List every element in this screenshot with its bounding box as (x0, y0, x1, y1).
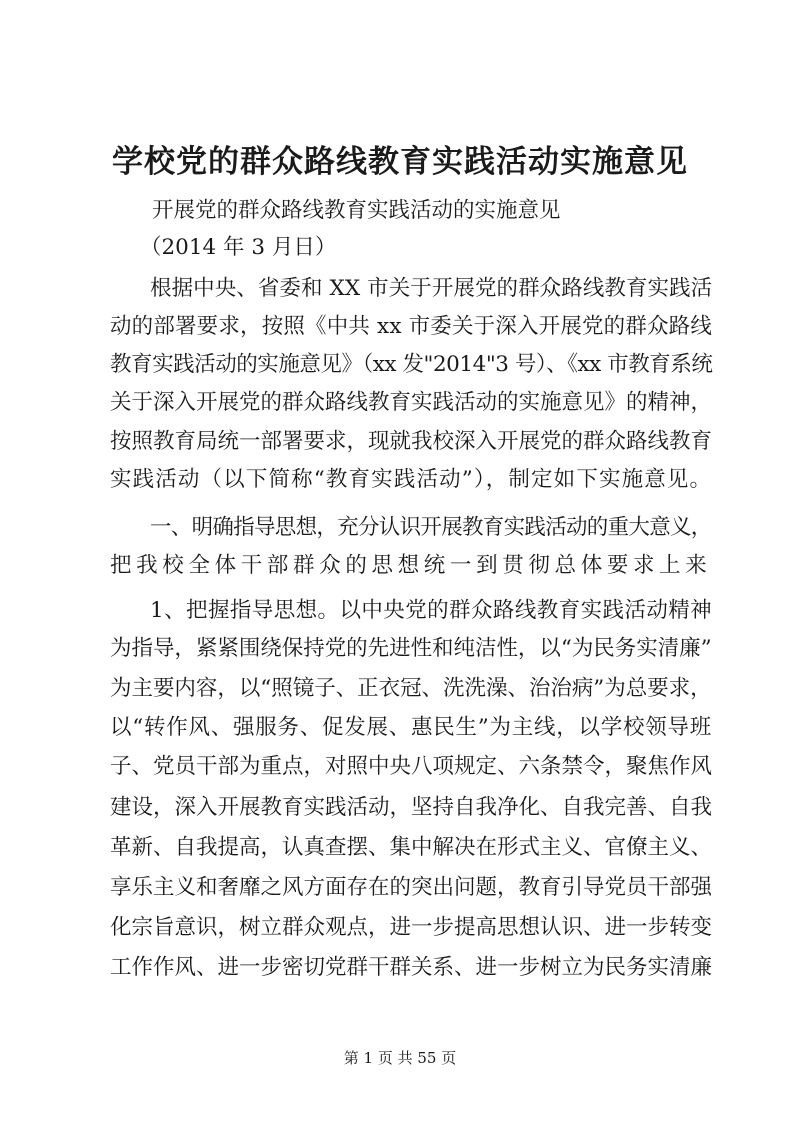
body-line: 动的部署要求，按照《中共 xx 市委关于深入开展党的群众路线 (110, 314, 713, 339)
subtitle-line: 开展党的群众路线教育实践活动的实施意见 (152, 198, 561, 223)
page-footer: 第 1 页 共 55 页 (343, 1049, 457, 1067)
date-line: （2014 年 3 月日） (140, 235, 337, 260)
body-line: 实践活动（以下简称“教育实践活动”），制定如下实施意见。 (110, 467, 713, 492)
body-line: 教育实践活动的实施意见》（xx 发"2014"3 号）、《xx 市教育系统 (110, 352, 713, 377)
body-line: 子、党员干部为重点，对照中央八项规定、六条禁令，聚焦作风 (110, 754, 713, 779)
body-line: 享乐主义和奢靡之风方面存在的突出问题，教育引导党员干部强 (110, 875, 713, 900)
body-line: 以“转作风、强服务、促发展、惠民生”为主线，以学校领导班 (110, 715, 712, 740)
body-line: 关于深入开展党的群众路线教育实践活动的实施意见》的精神， (110, 390, 713, 415)
section-heading-line: 把我校全体干部群众的思想统一到贯彻总体要求上来 (110, 553, 712, 578)
body-line: 按照教育局统一部署要求，现就我校深入开展党的群众路线教育 (110, 429, 713, 454)
body-line: 1、把握指导思想。以中央党的群众路线教育实践活动精神 (150, 598, 713, 623)
body-line: 化宗旨意识，树立群众观点，进一步提高思想认识、进一步转变 (110, 915, 713, 940)
body-line: 建设，深入开展教育实践活动，坚持自我净化、自我完善、自我 (110, 795, 713, 820)
body-line: 工作作风、进一步密切党群干群关系、进一步树立为民务实清廉 (110, 955, 713, 980)
body-line: 为主要内容，以“照镜子、正衣冠、洗洗澡、治治病”为总要求， (110, 676, 712, 701)
document-title: 学校党的群众路线教育实践活动实施意见 (112, 144, 688, 180)
body-line: 革新、自我提高，认真查摆、集中解决在形式主义、官僚主义、 (110, 835, 713, 860)
body-line: 为指导，紧紧围绕保持党的先进性和纯洁性，以“为民务实清廉” (110, 636, 712, 661)
section-heading-line: 一、明确指导思想，充分认识开展教育实践活动的重大意义， (150, 515, 712, 540)
body-line: 根据中央、省委和 XX 市关于开展党的群众路线教育实践活 (150, 276, 713, 301)
